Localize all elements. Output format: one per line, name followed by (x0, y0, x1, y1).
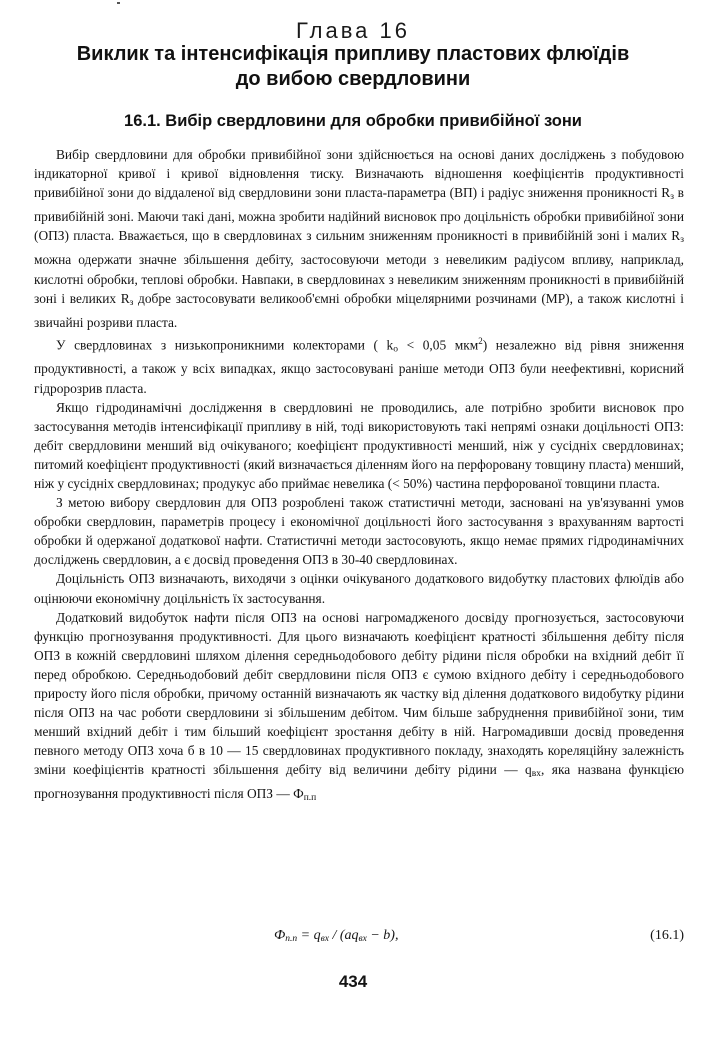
chapter-title-line-2: до вибою свердловини (235, 68, 471, 90)
section-heading: 16.1. Вибір свердловини для обробки привибійної зони (124, 112, 582, 130)
page-number: 434 (338, 972, 368, 991)
formula-number: (16.1) (650, 928, 684, 943)
paragraph-4: З метою вибору свердловин для ОПЗ розроблені також статистичні методи, засновані на ув'язуванні умов обробки свердловин, параметрів процесу і економічної доцільності його застосування з врахуванням вартості обробки й одержаної додаткової нафти. Статистичні методи застосовують, якщо немає прямих гідродинамічних досліджень свердловин, а є досвід проведення ОПЗ в 30-40 свердловинах. (34, 495, 684, 568)
paragraph-1: Вибір свердловини для обробки привибійної зони здійснюється на основі даних досліджень з побудовою індикаторної кривої і кривої відновлення тиску. Визначають відношення коефіцієнтів продуктивності привибійної зони до віддаленої від свердловини зони пласта-параметра (ВП) і радіус зниження проникності $R_з$ в привибійній зоні. Маючи такі дані, можна зробити надійний висновок про доцільність обробки привибійної зони (ОПЗ) пласта. Вважається, що в свердловинах з сильним зниженням проникності в привибійній зоні і малих $R_з$ можна одержати значне збільшення дебіту, застосовуючи методи з невеликим радіусом впливу, наприклад, кислотні обробки, теплові обробки. Навпаки, в свердловинах з невеликим зниженням проникності в привибійній зоні і великих $R_з$ добре застосовувати великооб'ємні обробки міцелярними розчинами (МР), а також кислотні і звичайні розриви пласта. (34, 147, 685, 330)
formula-16-1 (34, 928, 684, 948)
chapter-title-line-1: Виклик та інтенсифікація припливу пластових флюїдів (76, 43, 630, 65)
formula-expression: $Ф_{п.п} = q_{вх} / (aq_{вх} - b)$, (274, 928, 399, 944)
chapter-label: Глава 16 (295, 18, 410, 43)
chapter-title (30, 42, 676, 92)
paragraph-2: У свердловинах з низькопроникними колекторами ( $k_о < 0,05$ мкм$^2$) незалежно від рівня зниження продуктивності, а також у всіх випадках, якщо застосовувані раніше методи ОПЗ були неефективні, корисний гідророзрив пласта. (34, 335, 685, 396)
paragraph-6: Додатковий видобуток нафти після ОПЗ на основі нагромадженого досвіду прогнозується, застосовуючи функцію прогнозування продуктивності. Для цього визначають коефіцієнт кратності збільшення дебіту після ОПЗ в кожній свердловині шляхом ділення середньодобового дебіту рідини після обробки на вхідний дебіт її перед обробкою. Середньодобовий дебіт свердловини після ОПЗ є сумою вхідного дебіту і середньодобового приросту його після обробки, причому останній визначають як частку від ділення додаткового видобутку рідини після ОПЗ на час роботи свердловини зі збільшеним дебітом. Чим більше забруднення привибійної зони, тим менший вхідний дебіт і тим більший коефіцієнт зростання дебіту в ній. Нагромадивши досвід проведення певного методу ОПЗ хоча б в 10 — 15 свердловинах продуктивного покладу, знаходять кореляційну залежність зміни коефіцієнтів кратності збільшення дебіту від величини дебіту рідини — $q_{вх}$, яка названа функцією прогнозування продуктивності після ОПЗ — $Ф_{п.п}$ (34, 609, 684, 804)
scan-mark (117, 2, 120, 4)
body-text (34, 145, 684, 809)
paragraph-5: Доцільність ОПЗ визначають, виходячи з оцінки очікуваного додаткового видобутку пластових флюїдів або оцінюючи економічну доцільність їх застосування. (34, 571, 684, 606)
paragraph-3: Якщо гідродинамічні дослідження в свердловині не проводились, але потрібно зробити висновок про застосування методів інтенсифікації припливу в ній, тоді використовують такі непрямі ознаки доцільності ОПЗ: дебіт свердловини менший від очікуваного; коефіцієнт продуктивності менший, ніж у сусідніх свердловинах; питомий коефіцієнт продуктивності (який визначається діленням його на перфоровану товщину пласта) менший, ніж у сусідніх свердловинах; продукус або приймає невелика (< 50%) частина перфорованої товщини пласта. (34, 399, 684, 491)
